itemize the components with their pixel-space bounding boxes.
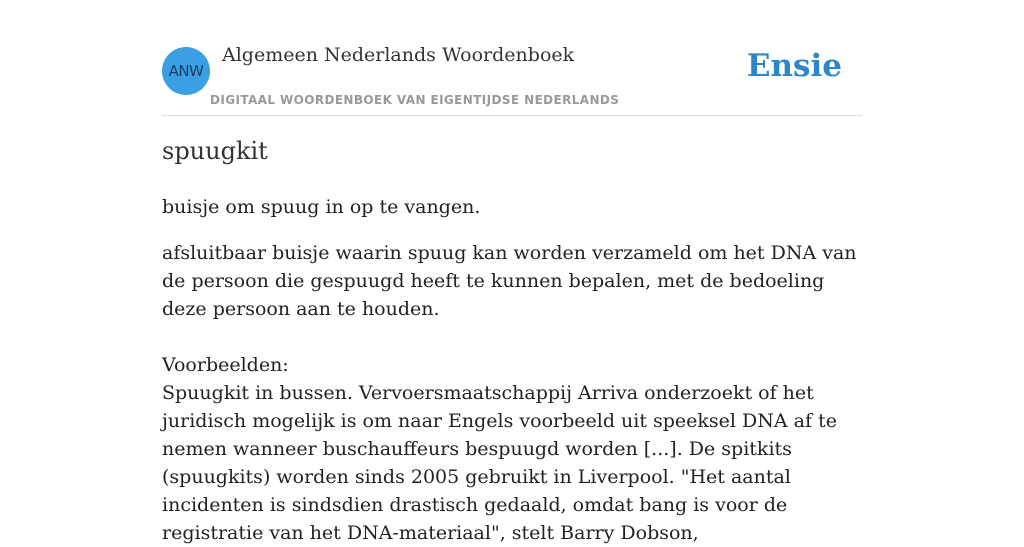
site-subtitle: DIGITAAL WOORDENBOEK VAN EIGENTIJDSE NEDERLANDS [210,93,620,107]
anw-logo[interactable] [162,47,210,95]
ensie-brand-link[interactable]: Ensie [746,48,842,84]
site-header [162,0,862,116]
entry-term: spuugkit [162,137,268,165]
anw-logo-text: ANW [168,62,204,80]
site-title[interactable]: Algemeen Nederlands Woordenboek [222,44,575,66]
short-definition: buisje om spuug in op te vangen. [162,196,481,218]
page-container [162,0,862,544]
examples-label: Voorbeelden: [162,354,289,376]
long-definition: afsluitbaar buisje waarin spuug kan worden verzameld om het DNA van de persoon die gespuugd heeft te kunnen bepalen, met de bedoeling deze persoon aan te houden. [162,242,857,320]
example-text: Spuugkit in bussen. Vervoersmaatschappij Arriva onderzoekt of het juridisch mogelijk is om naar Engels voorbeeld uit speeksel DNA af te nemen wanneer buschauffeurs bespuugd worden [...]. De spitkits (spuugkits) worden sinds 2005 gebruikt in Liverpool. "Het aantal incidenten is sindsdien drastisch gedaald, omdat bang is voor de registratie van het DNA-materiaal", stelt Barry Dobson, [162,382,837,544]
